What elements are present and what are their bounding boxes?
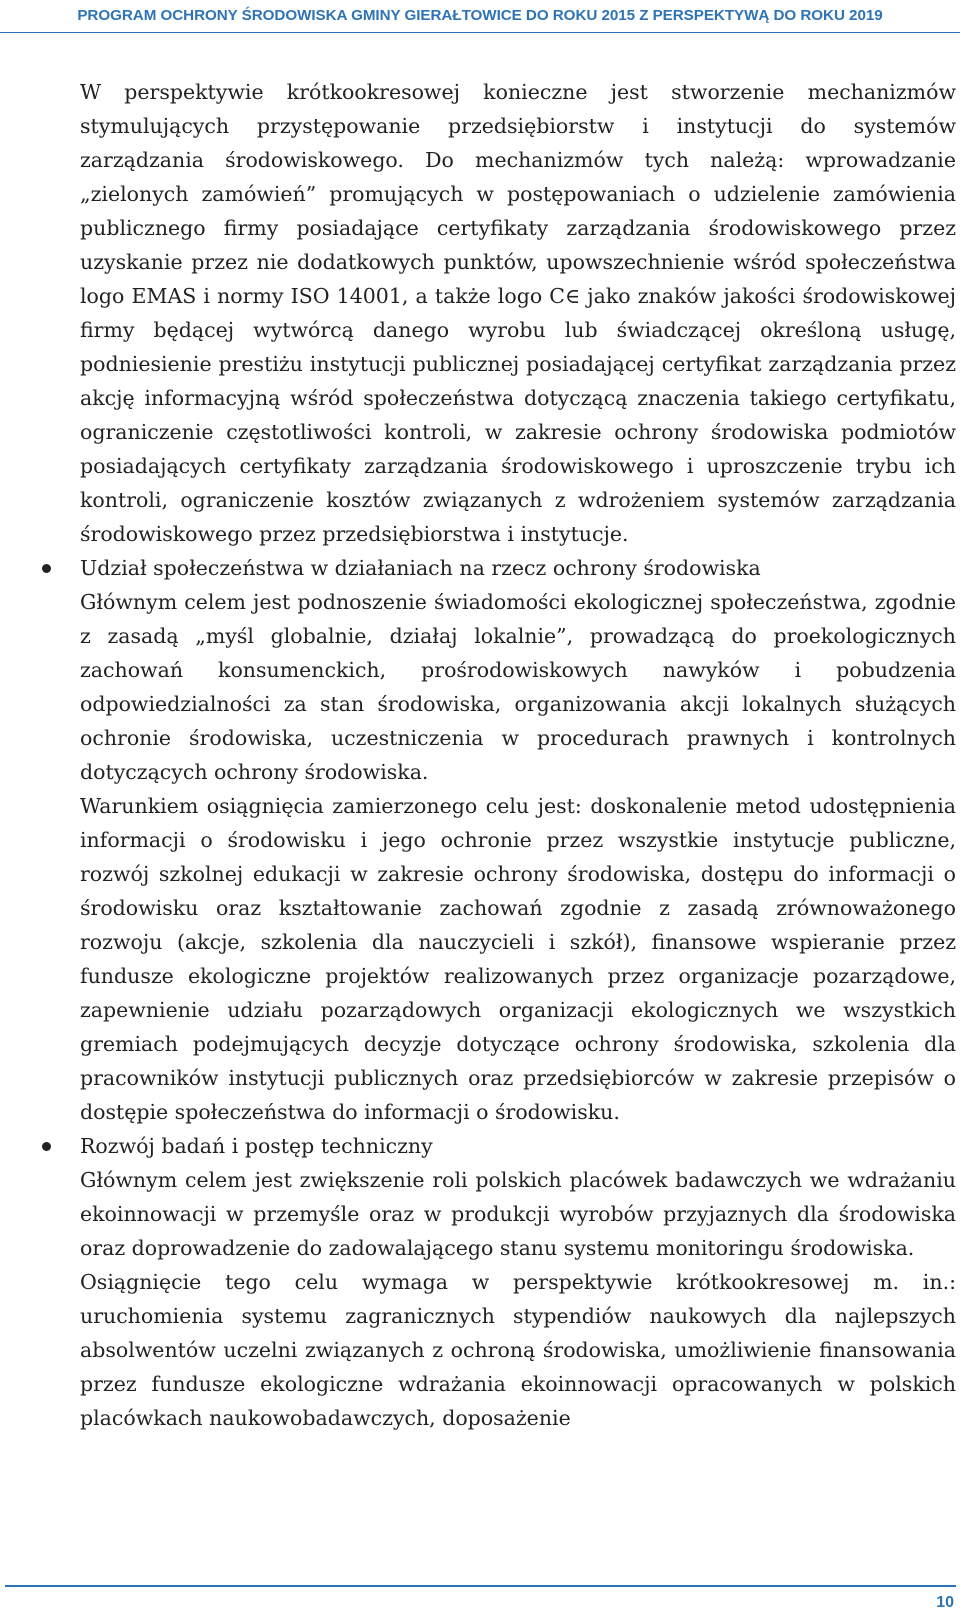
bullet-icon: [42, 1142, 51, 1151]
bullet-item: [80, 551, 956, 585]
header-title: PROGRAM OCHRONY ŚRODOWISKA GMINY GIERAŁTOWICE DO ROKU 2015 Z PERSPEKTYWĄ DO ROKU 2019: [77, 7, 883, 24]
page-number: 10: [936, 1594, 954, 1611]
section-paragraph: Osiągnięcie tego celu wymaga w perspektywie krótkookresowej m. in.: uruchomienia systemu zagranicznych stypendiów naukowych dla najlepszych absolwentów uczelni związanych z ochroną środowiska, umożliwienie finansowania przez fundusze ekologiczne wdrażania ekoinnowacji opracowanych w polskich placówkach naukowobadawczych, doposażenie: [80, 1270, 956, 1430]
header-divider: [0, 32, 960, 33]
section-public-participation: [80, 551, 956, 1129]
section-research-development: [80, 1129, 956, 1435]
section-heading: Udział społeczeństwa w działaniach na rzecz ochrony środowiska: [80, 556, 761, 580]
footer-divider: [5, 1585, 956, 1587]
section-paragraph: Głównym celem jest zwiększenie roli polskich placówek badawczych we wdrażaniu ekoinnowacji w przemyśle oraz w produkcji wyrobów przyjaznych dla środowiska oraz doprowadzenie do zadowalającego stanu systemu monitoringu środowiska.: [80, 1168, 956, 1260]
page-content: [80, 75, 956, 1435]
bullet-icon: [42, 564, 51, 573]
intro-paragraph: W perspektywie krótkookresowej konieczne jest stworzenie mechanizmów stymulujących przystępowanie przedsiębiorstw i instytucji do systemów zarządzania środowiskowego. Do mechanizmów tych należą: wprowadzanie „zielonych zamówień” promujących w postępowaniach o udzielenie zamówienia publicznego firmy posiadające certyfikaty zarządzania środowiskowego przez uzyskanie przez nie dodatkowych punktów, upowszechnienie wśród społeczeństwa logo EMAS i normy ISO 14001, a także logo C∈ jako znaków jakości środowiskowej firmy będącej wytwórcą danego wyrobu lub świadczącej określoną usługę, podniesienie prestiżu instytucji publicznej posiadającej certyfikat zarządzania przez akcję informacyjną wśród społeczeństwa dotyczącą znaczenia takiego certyfikatu, ograniczenie częstotliwości kontroli, w zakresie ochrony środowiska podmiotów posiadających certyfikaty zarządzania środowiskowego i uproszczenie trybu ich kontroli, ograniczenie kosztów związanych z wdrożeniem systemów zarządzania środowiskowego przez przedsiębiorstwa i instytucje.: [80, 80, 956, 546]
bullet-item: [80, 1129, 956, 1163]
section-paragraph: Warunkiem osiągnięcia zamierzonego celu jest: doskonalenie metod udostępnienia informacji o środowisku i jego ochronie przez wszystkie instytucje publiczne, rozwój szkolnej edukacji w zakresie ochrony środowiska, dostępu do informacji o środowisku oraz kształtowanie zachowań zgodnie z zasadą zrównoważonego rozwoju (akcje, szkolenia dla nauczycieli i szkół), finansowe wspieranie przez fundusze ekologiczne projektów realizowanych przez organizacje pozarządowe, zapewnienie udziału pozarządowych organizacji ekologicznych we wszystkich gremiach podejmujących decyzje dotyczące ochrony środowiska, szkolenia dla pracowników instytucji publicznych oraz przedsiębiorców w zakresie przepisów o dostępie społeczeństwa do informacji o środowisku.: [80, 794, 956, 1124]
section-heading: Rozwój badań i postęp techniczny: [80, 1134, 433, 1158]
section-paragraph: Głównym celem jest podnoszenie świadomości ekologicznej społeczeństwa, zgodnie z zasadą „myśl globalnie, działaj lokalnie”, prowadzącą do proekologicznych zachowań konsumenckich, prośrodowiskowych nawyków i pobudzenia odpowiedzialności za stan środowiska, organizowania akcji lokalnych służących ochronie środowiska, uczestniczenia w procedurach prawnych i kontrolnych dotyczących ochrony środowiska.: [80, 590, 956, 784]
